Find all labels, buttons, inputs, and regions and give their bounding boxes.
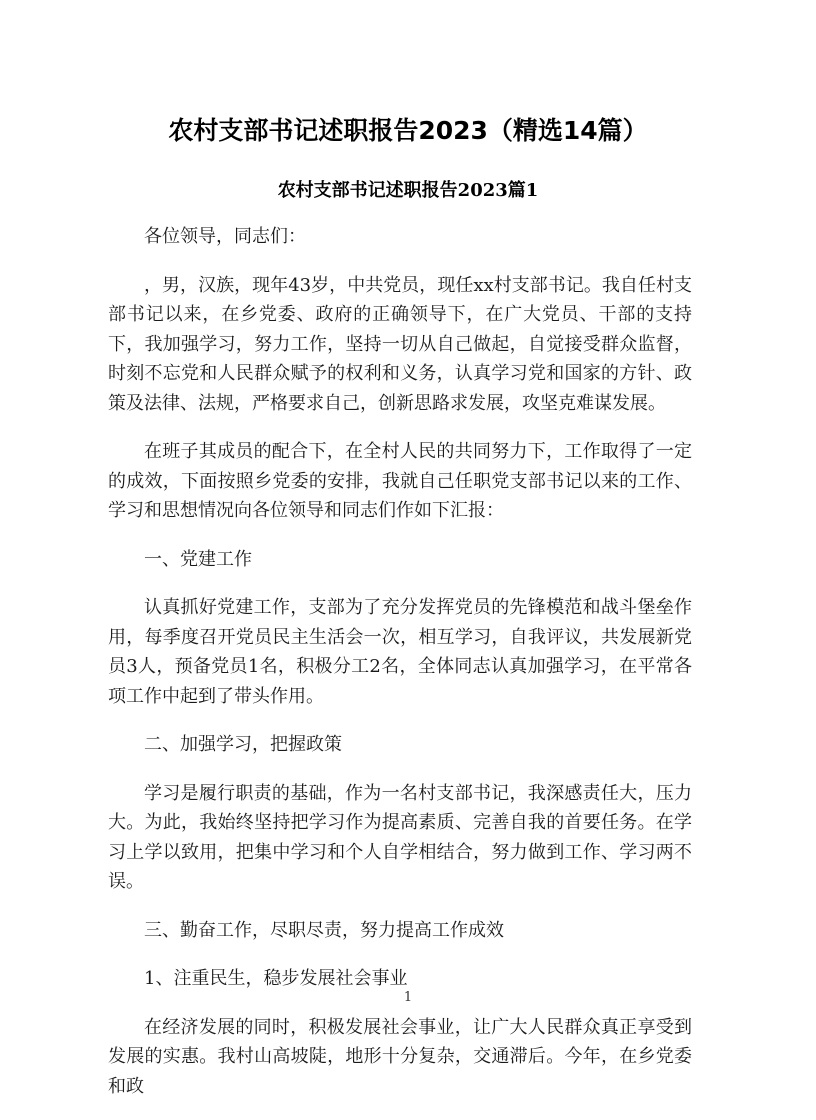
section-title: 农村支部书记述职报告2023篇1 xyxy=(277,180,539,201)
paragraph-livelihood: 在经济发展的同时，积极发展社会事业，让广大人民群众真正享受到发展的实惠。我村山高坡陡，地形十分复杂，交通滞后。今年，在乡党委和政 xyxy=(108,1016,692,1097)
paragraph-overview: 在班子其成员的配合下，在全村人民的共同努力下，工作取得了一定的成效，下面按照乡党委的安排，我就自己任职党支部书记以来的工作、学习和思想情况向各位领导和同志们作如下汇报： xyxy=(108,441,692,521)
page-number: 1 xyxy=(403,990,413,1005)
heading-diligent-work: 三、勤奋工作，尽职尽责，努力提高工作成效 xyxy=(144,919,504,941)
paragraph-party-building: 认真抓好党建工作，支部为了充分发挥党员的先锋模范和战斗堡垒作用，每季度召开党员民主生活会一次，相互学习，自我评议，共发展新党员3人，预备党员1名，积极分工2名，全体同志认真加强学习，在平常各项工作中起到了带头作用。 xyxy=(108,597,692,707)
paragraph-intro: ，男，汉族，现年43岁，中共党员，现任xx村支部书记。我自任村支部书记以来，在乡党委、政府的正确领导下，在广大党员、干部的支持下，我加强学习，努力工作，坚持一切从自己做起，自觉接受群众监督，时刻不忘党和人民群众赋予的权利和义务，认真学习党和国家的方针、政策及法律、法规，严格要求自己，创新思路求发展，攻坚克难谋发展。 xyxy=(108,274,692,414)
paragraph-study: 学习是履行职责的基础，作为一名村支部书记，我深感责任大，压力大。为此，我始终坚持把学习作为提高素质、完善自我的首要任务。在学习上学以致用，把集中学习和个人自学相结合，努力做到工作、学习两不误。 xyxy=(108,782,692,892)
document-title: 农村支部书记述职报告2023（精选14篇） xyxy=(168,116,648,145)
heading-party-building: 一、党建工作 xyxy=(144,548,252,570)
subheading-livelihood: 1、注重民生，稳步发展社会事业 xyxy=(144,968,408,989)
document-body xyxy=(108,222,692,1120)
salutation: 各位领导，同志们： xyxy=(144,226,306,247)
heading-study: 二、加强学习，把握政策 xyxy=(144,734,342,755)
